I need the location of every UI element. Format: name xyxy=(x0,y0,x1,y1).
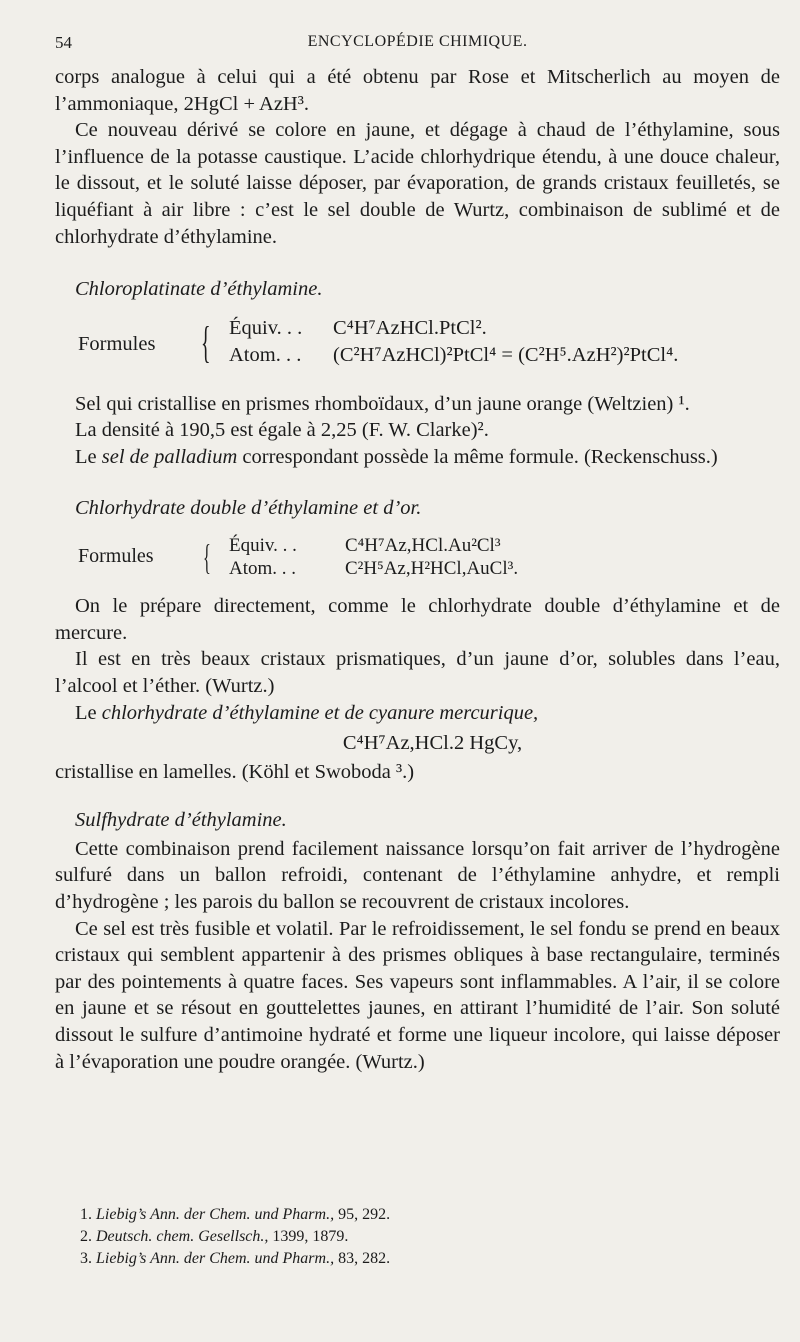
formula-row-atom xyxy=(229,556,518,583)
formula-atom: (C²H⁷AzHCl)²PtCl⁴ = (C²H⁵.AzH²)²PtCl⁴. xyxy=(333,343,679,366)
footnote-source: Deutsch. chem. Gesellsch., xyxy=(96,1228,269,1245)
brace-glyph: { xyxy=(203,537,211,578)
text-run: Le xyxy=(75,701,97,724)
formula-equiv: C⁴H⁷Az,HCl.Au²Cl³ xyxy=(345,535,501,557)
paragraph: Ce nouveau dérivé se colore en jaune, et dégage à chaud de l’éthylamine, sous l’influence de la potasse caustique. L’acide chlorhydrique étendu, à une douce chaleur, le dissout, et le soluté laisse déposer, par évaporation, de grands cristaux feuilletés, se liquéfiant à air libre : c’est le sel double de Wurtz, combinaison de sublimé et de chlorhydrate d’éthylamine. xyxy=(55,119,780,248)
text-run: correspondant possède la même formule. (Reckenschuss.) xyxy=(242,445,718,468)
paragraph xyxy=(55,444,780,471)
running-header xyxy=(55,33,780,55)
formula-label: Formules xyxy=(78,545,154,568)
footnote-source: Liebig’s Ann. der Chem. und Pharm., xyxy=(96,1250,335,1267)
formula-label: Formules xyxy=(78,332,156,355)
paragraph: cristallise en lamelles. (Köhl et Swoboda ³.) xyxy=(55,760,415,783)
footnote-number: 3. xyxy=(80,1250,92,1267)
paragraph: Cette combinaison prend facilement naissance lorsqu’on fait arriver de l’hydrogène sulfuré dans un ballon refroidi, contenant de l’éthylamine anhydre, et rempli d’hydrogène ; les parois du ballon se recouvrent de cristaux incolores. xyxy=(55,837,780,914)
formula-row-label: Équiv. . . xyxy=(229,535,297,557)
italic-run: chlorhydrate d’éthylamine et de cyanure mercurique, xyxy=(101,701,539,724)
formula-block xyxy=(55,533,780,583)
section-heading: Chloroplatinate d’éthylamine. xyxy=(75,278,323,301)
section-heading: Sulfhydrate d’éthylamine. xyxy=(75,809,287,832)
footnote-number: 2. xyxy=(80,1228,92,1245)
formula-row-atom xyxy=(229,342,678,369)
formula-atom: C²H⁵Az,H²HCl,AuCl³. xyxy=(345,558,519,580)
italic-run: sel de palladium xyxy=(101,445,238,468)
paragraph xyxy=(55,700,780,727)
paragraph: Il est en très beaux cristaux prismatiques, d’un jaune d’or, solubles dans l’eau, l’alcool et l’éther. (Wurtz.) xyxy=(55,648,780,697)
footnote-ref: 95, 292. xyxy=(334,1206,391,1223)
section-heading: Chlorhydrate double d’éthylamine et d’or. xyxy=(75,496,422,519)
footnote xyxy=(80,1226,760,1248)
footnote-source: Liebig’s Ann. der Chem. und Pharm., xyxy=(96,1206,335,1223)
formula-row-equiv xyxy=(229,315,487,342)
paragraph: Sel qui cristallise en prismes rhomboïdaux, d’un jaune orange (Weltzien) ¹. xyxy=(75,392,690,415)
page-body xyxy=(55,64,780,1075)
formula-block xyxy=(55,315,780,377)
paragraph: Ce sel est très fusible et volatil. Par le refroidissement, le sel fondu se prend en beaux cristaux qui semblent appartenir à des prismes obliques à base rectangulaire, terminés par des pointements à quatre faces. Ses vapeurs sont inflammables. A l’air, il se colore en jaune et se résout en gouttelettes jaunes, en attirant l’humidité de l’air. Son soluté dissout le sulfure d’antimoine hydraté et forme une liqueur incolore, qui laisse déposer à l’évaporation une poudre orangée. (Wurtz.) xyxy=(55,917,780,1073)
formula-equiv: C⁴H⁷AzHCl.PtCl². xyxy=(333,316,487,339)
footnotes xyxy=(80,1204,760,1270)
footnote-ref: 83, 282. xyxy=(334,1250,391,1267)
formula-row-label: Équiv. . . xyxy=(229,316,303,339)
text-run: Le xyxy=(75,445,97,468)
footnote-number: 1. xyxy=(80,1206,92,1223)
footnote xyxy=(80,1204,760,1226)
page-number: 54 xyxy=(55,33,72,52)
formula-row-label: Atom. . . xyxy=(229,558,297,580)
paragraph: corps analogue à celui qui a été obtenu par Rose et Mitscherlich au moyen de l’ammoniaque, 2HgCl + AzH³. xyxy=(55,66,780,115)
footnote-ref: 1399, 1879. xyxy=(268,1228,349,1245)
centered-formula: C⁴H⁷Az,HCl.2 HgCy, xyxy=(342,732,523,755)
paragraph: La densité à 190,5 est égale à 2,25 (F. W. Clarke)². xyxy=(75,419,489,442)
formula-row-label: Atom. . . xyxy=(229,343,302,366)
brace-glyph: { xyxy=(201,317,211,367)
paragraph: On le prépare directement, comme le chlorhydrate double d’éthylamine et de mercure. xyxy=(55,595,780,644)
running-title: ENCYCLOPÉDIE CHIMIQUE. xyxy=(307,33,528,50)
footnote xyxy=(80,1248,760,1270)
